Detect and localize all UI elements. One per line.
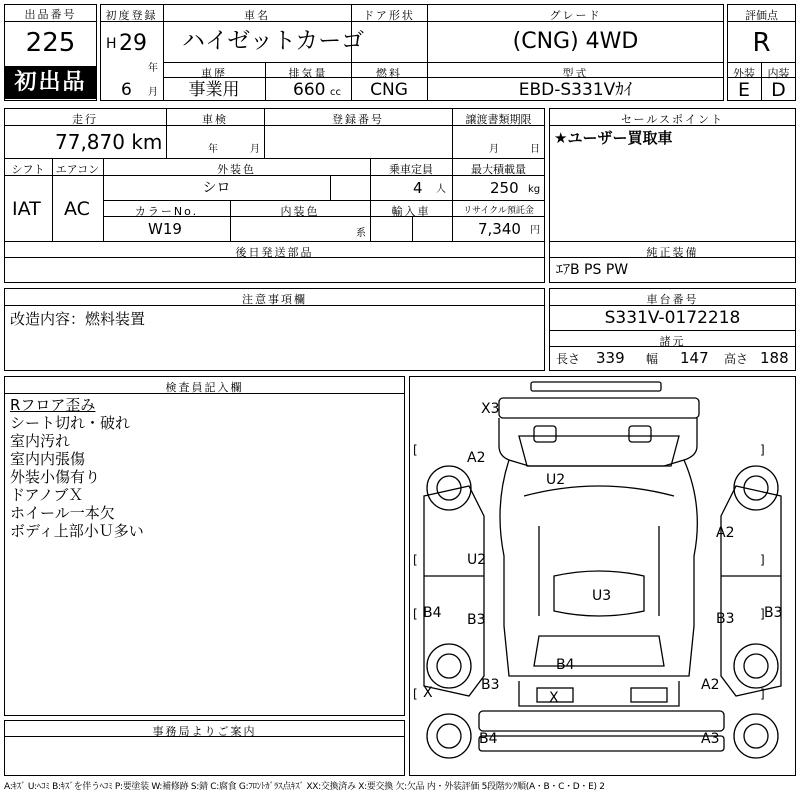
displacement: 660 bbox=[293, 80, 326, 100]
reg-month: 6 bbox=[121, 80, 132, 100]
damage-mark: A2 bbox=[467, 450, 486, 466]
inspector-line: 室内汚れ bbox=[10, 432, 71, 450]
era: H bbox=[106, 36, 117, 52]
later-parts-label: 後日発送部品 bbox=[235, 246, 314, 259]
air-conditioner: AC bbox=[64, 198, 90, 220]
fuel-label: 燃料 bbox=[376, 67, 402, 80]
reg-label: 初度登録 bbox=[105, 9, 158, 22]
damage-marks bbox=[409, 376, 796, 776]
length-label: 長さ bbox=[556, 352, 581, 366]
capacity-label: 乗車定員 bbox=[389, 163, 433, 176]
sales-point: ★ユーザー買取車 bbox=[554, 129, 673, 147]
damage-mark: B3 bbox=[467, 612, 486, 628]
bracket-mark: [ bbox=[413, 443, 418, 457]
ext-grade: E bbox=[737, 79, 750, 101]
lot-label: 出品番号 bbox=[24, 8, 77, 21]
width-label: 幅 bbox=[646, 352, 659, 366]
length: 339 bbox=[596, 349, 625, 367]
damage-mark: B3 bbox=[481, 677, 500, 693]
damage-mark: U3 bbox=[592, 588, 612, 604]
damage-mark: A2 bbox=[716, 525, 735, 541]
damage-mark: A2 bbox=[701, 677, 720, 693]
bracket-mark: [ bbox=[413, 607, 418, 621]
equipment: ｴｱB PS PW bbox=[556, 262, 629, 278]
height: 188 bbox=[760, 349, 789, 367]
shift-label: シフト bbox=[11, 163, 45, 176]
office-label: 事務局よりご案内 bbox=[152, 725, 257, 738]
chassis-label: 車台番号 bbox=[646, 293, 699, 306]
inspector-line: 外装小傷有り bbox=[10, 468, 101, 486]
model-label: 型式 bbox=[562, 67, 589, 80]
damage-mark: U2 bbox=[546, 472, 566, 488]
deadline-label: 譲渡書類期限 bbox=[465, 113, 532, 126]
bracket-mark: ] bbox=[760, 443, 765, 457]
legend: A:ｷｽﾞ U:ﾍｺﾐ B:ｷｽﾞを伴うﾍｺﾐ P:要塗装 W:補修跡 S:錆 C:腐食 G:ﾌﾛﾝﾄｶﾞﾗｽ点ｷｽﾞ XX:交換済み X:要交換 欠:欠品 内・外装評価 5段階ﾗﾝｸ順(A・B・C・D・E) 2 bbox=[4, 782, 605, 792]
height-label: 高さ bbox=[724, 352, 749, 366]
mileage: 77,870 km bbox=[55, 130, 163, 154]
bracket-mark: ] bbox=[760, 687, 765, 701]
inspection-label: 車検 bbox=[202, 113, 228, 126]
ext-label: 外装 bbox=[733, 67, 755, 80]
width: 147 bbox=[680, 349, 709, 367]
damage-mark: X3 bbox=[481, 401, 500, 417]
caution-text: 改造内容：燃料装置 bbox=[10, 310, 146, 328]
recycle-label: リサイクル預託金 bbox=[463, 206, 534, 216]
load-label: 最大積載量 bbox=[471, 163, 526, 176]
history-label: 車歴 bbox=[201, 67, 227, 80]
name-label: 車名 bbox=[244, 9, 270, 22]
capacity: 4 bbox=[413, 179, 423, 197]
colorno-label: カラーNo. bbox=[134, 205, 199, 218]
bracket-mark: [ bbox=[413, 553, 418, 567]
intcolor-label: 内装色 bbox=[280, 205, 320, 218]
inspector-line: ボディ上部小Ｕ多い bbox=[10, 522, 144, 540]
int-label: 内装 bbox=[767, 67, 790, 80]
damage-mark: X bbox=[423, 685, 433, 701]
inspector-line: Rフロア歪み bbox=[10, 396, 96, 414]
deadline-month-unit: 月 bbox=[489, 144, 499, 155]
damage-mark: X bbox=[549, 690, 559, 706]
disp-label: 排気量 bbox=[288, 67, 328, 80]
import-label: 輸入車 bbox=[391, 205, 431, 218]
first-listing-badge: 初出品 bbox=[5, 66, 96, 99]
deadline-day-unit: 日 bbox=[530, 144, 540, 155]
mileage-label: 走行 bbox=[72, 113, 98, 126]
inspector-line: シート切れ・破れ bbox=[10, 414, 131, 432]
bracket-mark: [ bbox=[413, 687, 418, 701]
grade-label: グレード bbox=[549, 9, 602, 22]
regno-label: 登録番号 bbox=[332, 113, 384, 126]
bracket-mark: ] bbox=[760, 553, 765, 567]
inspector-line: ホイール一本欠 bbox=[10, 504, 115, 522]
damage-mark: B3 bbox=[716, 611, 735, 627]
damage-mark: U2 bbox=[467, 552, 487, 568]
inspection-month-unit: 月 bbox=[250, 144, 260, 155]
disp-unit: cc bbox=[330, 87, 341, 98]
equipment-label: 純正装備 bbox=[646, 246, 699, 259]
caution-label: 注意事項欄 bbox=[242, 293, 307, 306]
bracket-mark: ] bbox=[760, 607, 765, 621]
score-label: 評価点 bbox=[745, 9, 778, 22]
inspector-label: 検査員記入欄 bbox=[165, 381, 244, 394]
max-load: 250 bbox=[490, 179, 519, 197]
ac-label: エアコン bbox=[55, 163, 100, 176]
sales-label: セールスポイント bbox=[620, 113, 724, 126]
recycle-unit: 円 bbox=[530, 225, 540, 236]
door-label: ドア形状 bbox=[363, 9, 415, 22]
damage-mark: B4 bbox=[556, 657, 575, 673]
damage-mark: B4 bbox=[423, 605, 442, 621]
model-code: EBD-S331Vｶｲ bbox=[518, 80, 633, 100]
score: R bbox=[752, 28, 771, 58]
int-grade: D bbox=[771, 79, 786, 101]
year-unit: 年 bbox=[148, 63, 158, 74]
inspector-line: 室内内張傷 bbox=[10, 450, 86, 468]
recycle-fee: 7,340 bbox=[478, 220, 521, 238]
color-number: W19 bbox=[148, 220, 182, 238]
damage-mark: B4 bbox=[479, 731, 498, 747]
damage-mark: A3 bbox=[701, 731, 720, 747]
history: 事業用 bbox=[188, 80, 240, 100]
car-name: ハイゼットカーゴ bbox=[182, 28, 365, 54]
grade: (CNG) 4WD bbox=[512, 29, 639, 54]
capacity-unit: 人 bbox=[436, 184, 446, 195]
reg-year: 29 bbox=[119, 31, 147, 56]
inspection-year-unit: 年 bbox=[208, 144, 218, 155]
inspector-notes bbox=[10, 396, 144, 540]
intcolor-unit: 系 bbox=[356, 228, 366, 239]
shift: IAT bbox=[12, 198, 41, 220]
lot-number: 225 bbox=[25, 28, 76, 58]
fuel: CNG bbox=[370, 80, 408, 100]
color-label: 外装色 bbox=[217, 163, 256, 176]
month-unit: 月 bbox=[148, 87, 158, 98]
dims-label: 諸元 bbox=[659, 335, 686, 348]
damage-mark: B3 bbox=[764, 605, 783, 621]
body-color: シロ bbox=[202, 180, 231, 196]
chassis-number: S331V-0172218 bbox=[604, 308, 741, 328]
load-unit: kg bbox=[528, 184, 541, 195]
inspector-line: ドアノブＸ bbox=[10, 486, 84, 504]
